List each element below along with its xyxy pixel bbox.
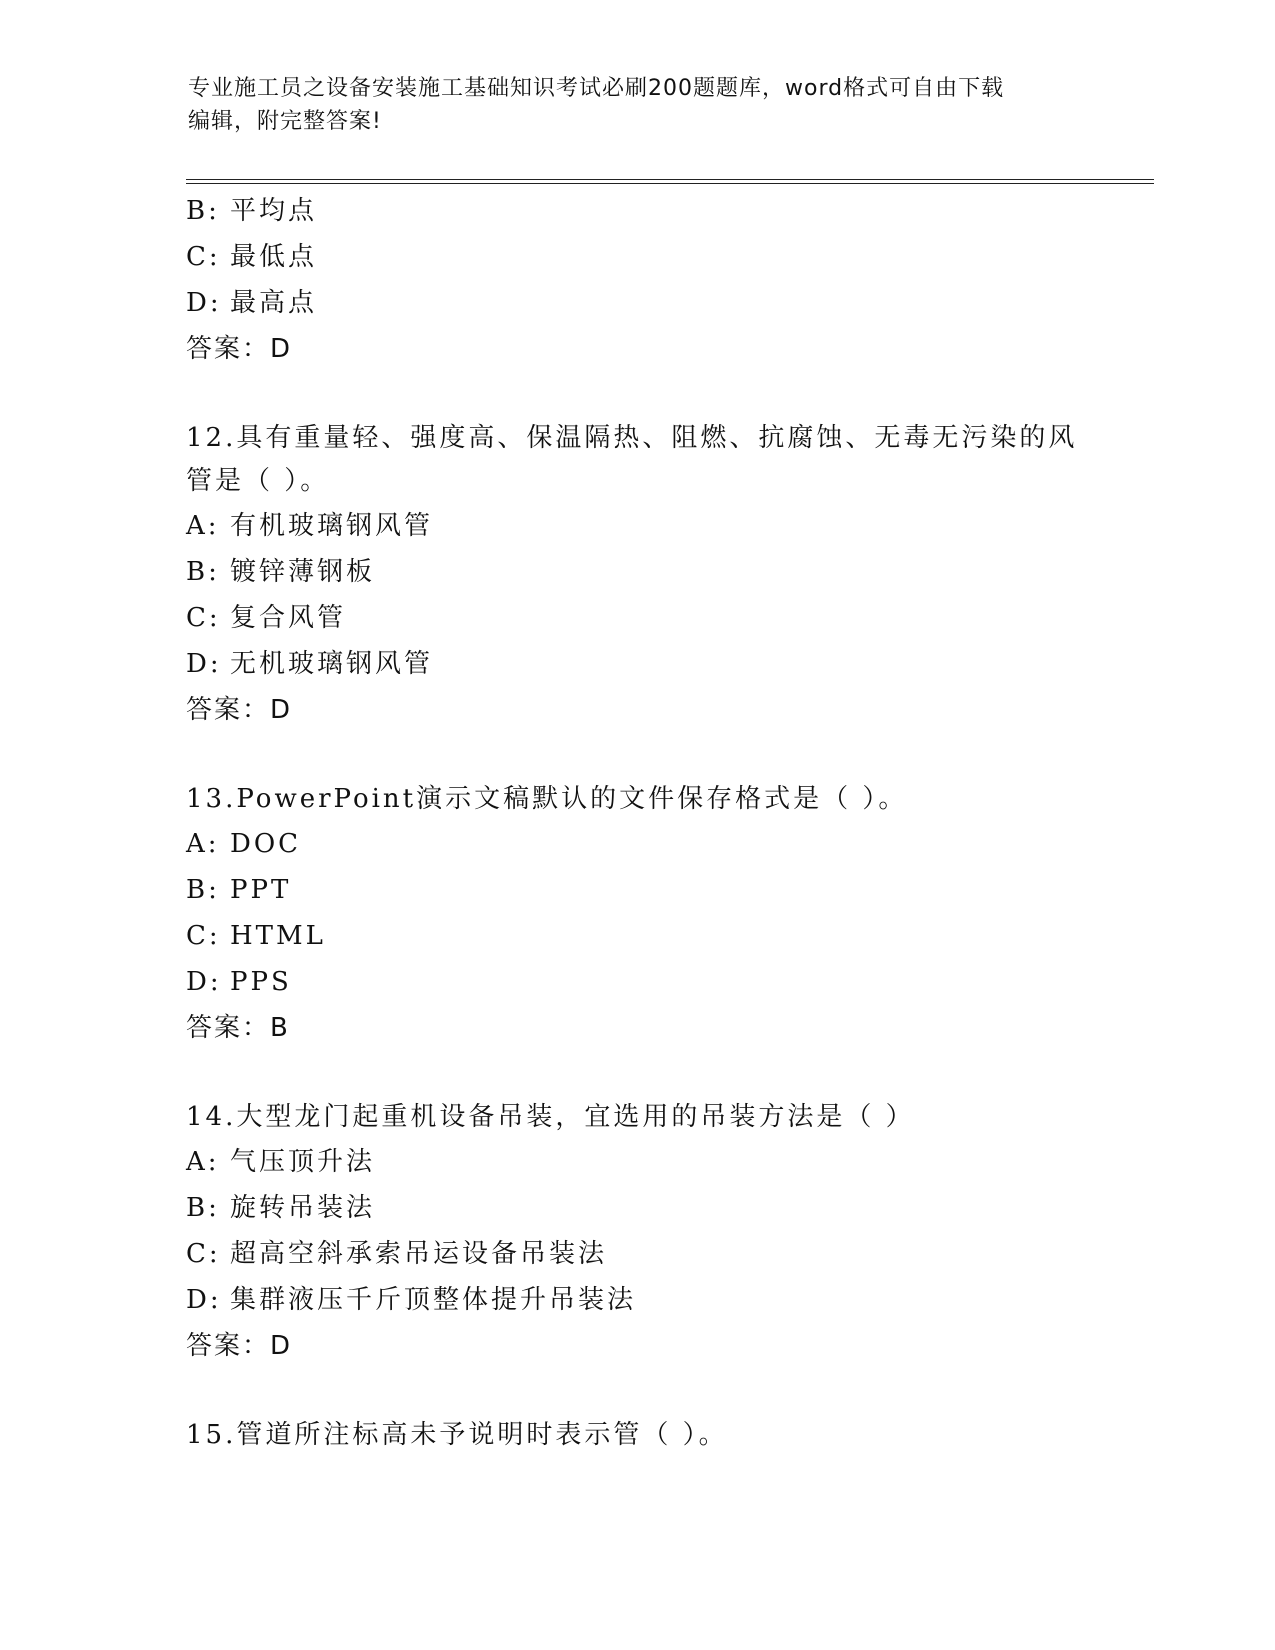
- option-label: D:: [186, 288, 222, 318]
- option-label: B:: [186, 875, 220, 905]
- option-label: B:: [186, 1193, 220, 1223]
- question-11-continued: [186, 188, 1086, 372]
- option-b: [186, 1185, 1086, 1231]
- option-c: [186, 234, 1086, 280]
- option-text: HTML: [230, 921, 326, 951]
- header-divider-top: [186, 179, 1154, 180]
- question-12: [186, 417, 1086, 733]
- option-label: B:: [186, 557, 220, 587]
- document-header: [188, 72, 1068, 138]
- option-d: [186, 959, 1086, 1005]
- header-line-1: 专业施工员之设备安装施工基础知识考试必刷200题题库，word格式可自由下载: [188, 76, 1005, 101]
- option-text: 旋转吊装法: [230, 1193, 376, 1223]
- answer-line: 答案：B: [186, 1013, 290, 1043]
- option-label: C:: [186, 921, 221, 951]
- option-text: 集群液压千斤顶整体提升吊装法: [230, 1285, 637, 1315]
- option-text: 有机玻璃钢风管: [230, 511, 434, 541]
- option-c: [186, 1231, 1086, 1277]
- option-b: [186, 867, 1086, 913]
- option-a: [186, 1139, 1086, 1185]
- option-text: 最高点: [230, 288, 318, 318]
- answer-line: 答案：D: [186, 334, 293, 364]
- header-line-2: 编辑，附完整答案!: [188, 109, 382, 134]
- option-text: DOC: [230, 829, 302, 859]
- option-label: A:: [186, 829, 220, 859]
- option-label: C:: [186, 242, 221, 272]
- option-text: 超高空斜承索吊运设备吊装法: [230, 1239, 608, 1269]
- option-label: B:: [186, 196, 220, 226]
- answer-line: 答案：D: [186, 695, 293, 725]
- option-label: D:: [186, 967, 222, 997]
- option-b: [186, 188, 1086, 234]
- option-d: [186, 280, 1086, 326]
- option-a: [186, 821, 1086, 867]
- question-text-line-1: 15.管道所注标高未予说明时表示管（ ）。: [186, 1420, 728, 1450]
- option-label: C:: [186, 1239, 221, 1269]
- question-text-line-1: 13.PowerPoint演示文稿默认的文件保存格式是（ ）。: [186, 784, 908, 814]
- option-text: 最低点: [230, 242, 318, 272]
- option-label: A:: [186, 511, 220, 541]
- question-text-line-1: 12.具有重量轻、强度高、保温隔热、阻燃、抗腐蚀、无毒无污染的风: [186, 423, 1078, 453]
- option-text: 镀锌薄钢板: [230, 557, 376, 587]
- option-text: 复合风管: [230, 603, 347, 633]
- option-text: 无机玻璃钢风管: [230, 649, 434, 679]
- option-text: PPS: [230, 967, 292, 997]
- option-c: [186, 913, 1086, 959]
- option-d: [186, 1277, 1086, 1323]
- option-label: A:: [186, 1147, 220, 1177]
- option-text: 平均点: [230, 196, 318, 226]
- header-divider-bottom: [186, 183, 1154, 184]
- question-13: [186, 778, 1086, 1051]
- question-15: [186, 1414, 1086, 1457]
- option-a: [186, 503, 1086, 549]
- option-d: [186, 641, 1086, 687]
- option-c: [186, 595, 1086, 641]
- question-text-line-2: 管是（ ）。: [186, 466, 330, 496]
- option-text: 气压顶升法: [230, 1147, 376, 1177]
- option-label: D:: [186, 649, 222, 679]
- option-label: D:: [186, 1285, 222, 1315]
- answer-line: 答案：D: [186, 1331, 293, 1361]
- option-b: [186, 549, 1086, 595]
- question-list: [186, 188, 1086, 1457]
- option-text: PPT: [230, 875, 292, 905]
- question-14: [186, 1096, 1086, 1369]
- option-label: C:: [186, 603, 221, 633]
- question-text-line-1: 14.大型龙门起重机设备吊装，宜选用的吊装方法是（ ）: [186, 1102, 915, 1132]
